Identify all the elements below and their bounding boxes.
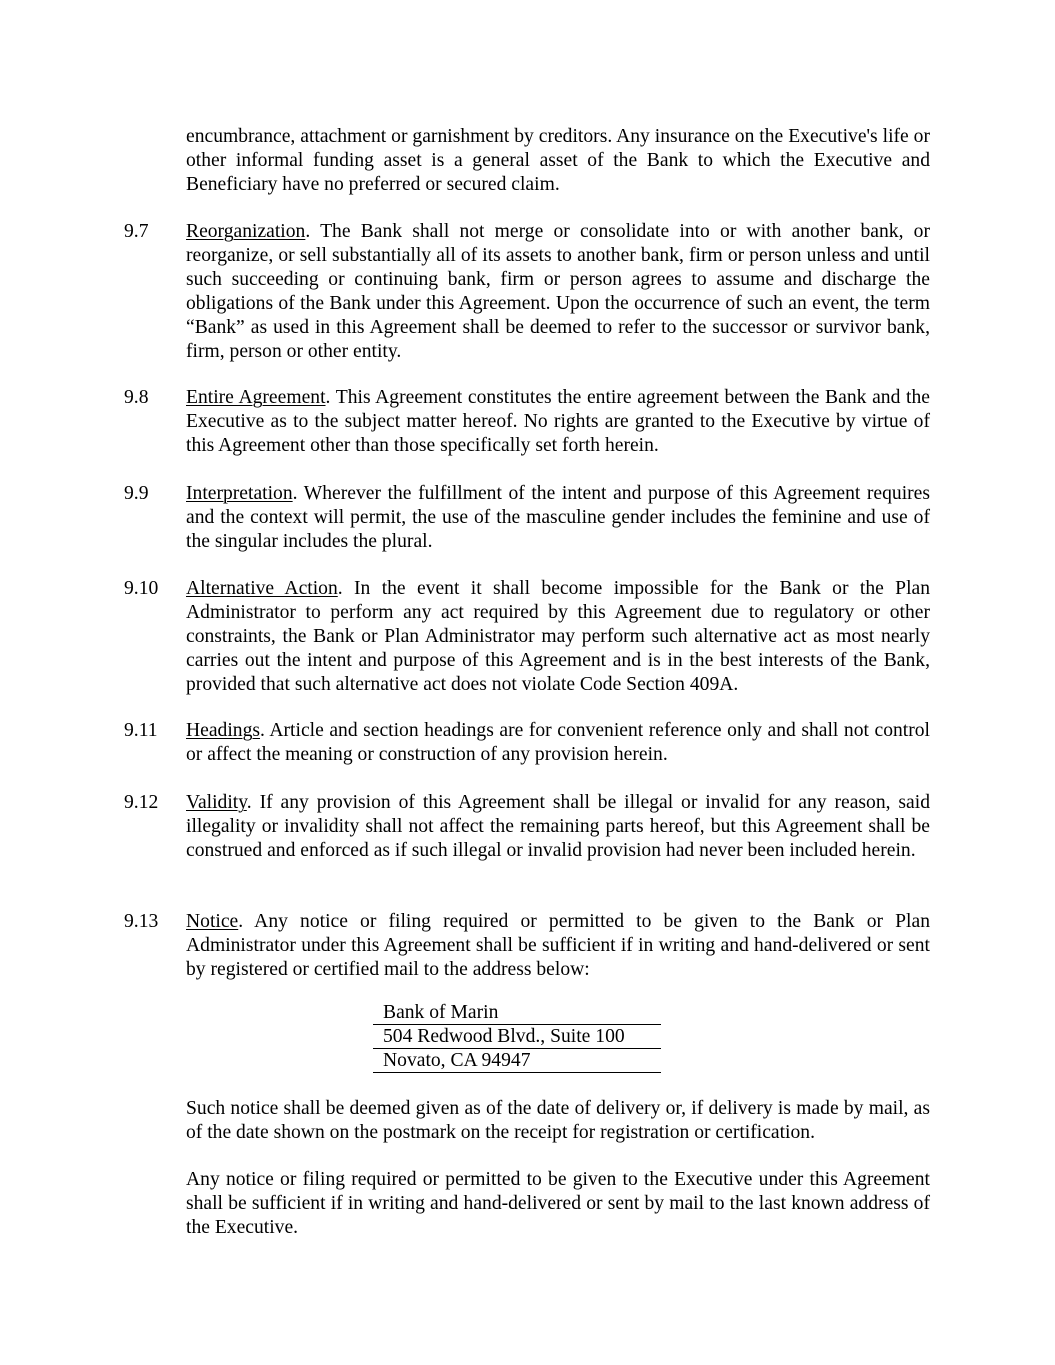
intro-paragraph: encumbrance, attachment or garnishment by creditors. Any insurance on the Executive's life or other informal funding asset is a general asset of the Bank to which the Executive and Beneficiary have no preferred or secured claim.: [186, 126, 930, 195]
section-text: . In the event it shall become impossible for the Bank or the Plan Administrator to perform any act required by this Agreement due to regulatory or other constraints, the Bank or Plan Administrator may perform such alternative act as most nearly carries out the intent and purpose of this Agreement and is in the best interests of the Bank, provided that such alternative act does not violate Code Section 409A.: [186, 578, 931, 695]
section-text: . If any provision of this Agreement shall be illegal or invalid for any reason, said illegality or invalidity shall not affect the remaining parts hereof, but this Agreement shall be construed and enforced as if such illegal or invalid provision had never been included herein.: [186, 792, 930, 861]
section-body: [186, 220, 930, 364]
section-body: [186, 386, 930, 458]
section-body: [186, 791, 930, 863]
section-text: . This Agreement constitutes the entire agreement between the Bank and the Executive as to the subject matter hereof. No rights are granted to the Executive by virtue of this Agreement other than those specifically set forth herein.: [186, 387, 930, 456]
section-number: 9.13: [124, 911, 159, 932]
section-heading: Entire Agreement: [186, 387, 326, 408]
section-body: [186, 910, 930, 982]
section-body: [186, 482, 930, 554]
section-body: [186, 577, 930, 697]
address-line-2: 504 Redwood Blvd., Suite 100: [373, 1025, 661, 1049]
section-heading: Reorganization: [186, 221, 306, 242]
section-heading: Interpretation: [186, 483, 293, 504]
section-number: 9.11: [124, 720, 158, 741]
section-heading: Alternative Action: [186, 578, 338, 599]
notice-followup-paragraph-2: Any notice or filing required or permitted to be given to the Executive under this Agreement shall be sufficient if in writing and hand-delivered or sent by mail to the last known address of the Executive.: [186, 1169, 930, 1238]
notice-followup-paragraph-1: Such notice shall be deemed given as of the date of delivery or, if delivery is made by mail, as of the date shown on the postmark on the receipt for registration or certification.: [186, 1098, 930, 1143]
section-number: 9.8: [124, 387, 149, 408]
section-heading: Headings: [186, 720, 261, 741]
section-number: 9.7: [124, 221, 149, 242]
section-text: . Any notice or filing required or permitted to be given to the Bank or Plan Administrator under this Agreement shall be sufficient if in writing and hand-delivered or sent by registered or certified mail to the address below:: [186, 911, 930, 980]
section-heading: Notice: [186, 911, 239, 932]
section-number: 9.12: [124, 792, 159, 813]
address-line-3: Novato, CA 94947: [373, 1049, 661, 1073]
address-line-1: Bank of Marin: [373, 1001, 661, 1025]
section-number: 9.9: [124, 483, 149, 504]
section-text: . Wherever the fulfillment of the intent and purpose of this Agreement requires and the context will permit, the use of the masculine gender includes the feminine and use of the singular includes the plural.: [186, 483, 930, 552]
section-text: . The Bank shall not merge or consolidate into or with another bank, or reorganize, or sell substantially all of its assets to another bank, firm or person unless and until such succeeding or continuing bank, firm or person agrees to assume and discharge the obligations of the Bank under this Agreement. Upon the occurrence of such an event, the term “Bank” as used in this Agreement shall be deemed to refer to the successor or survivor bank, firm, person or other entity.: [186, 221, 930, 362]
section-text: . Article and section headings are for convenient reference only and shall not control or affect the meaning or construction of any provision herein.: [186, 720, 930, 765]
section-body: [186, 719, 930, 767]
section-number: 9.10: [124, 578, 159, 599]
section-heading: Validity: [186, 792, 247, 813]
notice-address-block: [373, 1001, 661, 1073]
